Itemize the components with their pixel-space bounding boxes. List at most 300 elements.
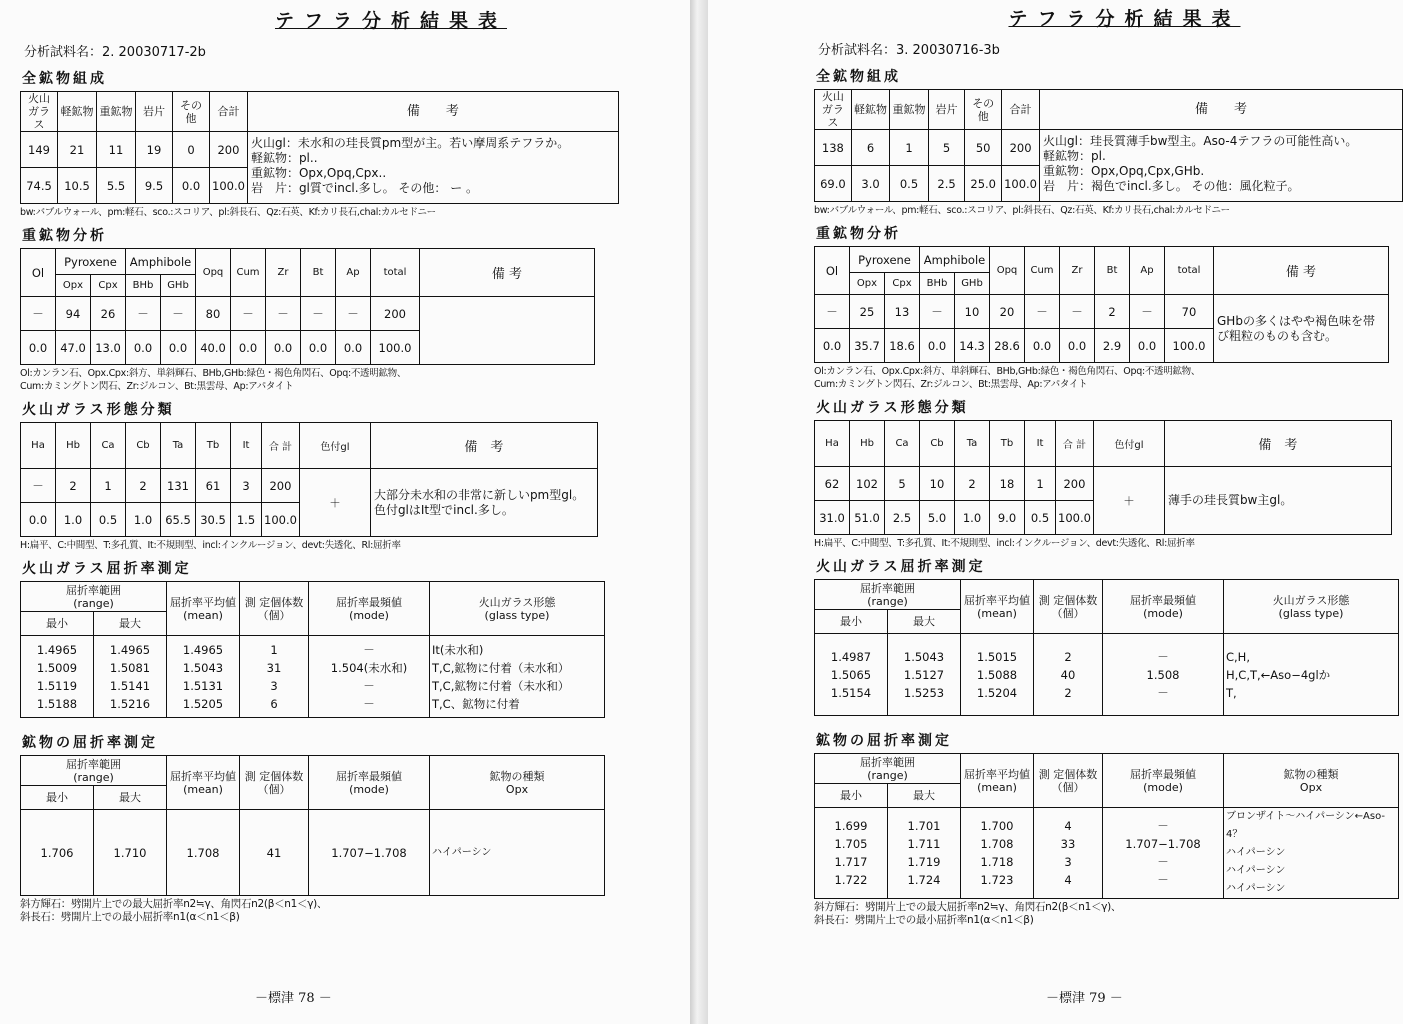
list-value: 1.722 <box>834 873 868 887</box>
table-cell: 1.0 <box>126 503 161 537</box>
table-cell: － <box>21 297 56 331</box>
list-value: 1.705 <box>834 837 868 851</box>
table-cell: 94 <box>56 297 91 331</box>
col-count: 測 定個体数（個） <box>240 756 309 810</box>
col-remarks: 備 考 <box>1214 247 1389 295</box>
col-cpx: Cpx <box>91 275 126 297</box>
list-value: 3 <box>270 678 278 693</box>
glass-morphology-table <box>20 422 598 537</box>
col-glass-type: 火山ガラス形態 (glass type) <box>430 582 605 636</box>
mri-max-cell <box>94 810 167 896</box>
col-amphibole: Amphibole <box>126 249 196 275</box>
col-bt: Bt <box>1095 247 1130 295</box>
table-cell: 62 <box>815 467 850 501</box>
col-total: 合 計 <box>1056 421 1094 467</box>
note-line: 色付glはIt型でincl.多し。 <box>373 502 514 517</box>
table-cell: 0.0 <box>173 168 210 204</box>
footnote-line: Ol:カンラン石、Opx.Cpx:斜方、単斜輝石、BHb,GHb:緑色・褐色角閃石、Opq:不透明鉱物、 <box>20 368 407 379</box>
col-opx: Opx <box>850 273 885 295</box>
list-value: 1.5088 <box>976 667 1018 682</box>
table-cell: 5.0 <box>920 501 955 535</box>
ri-mode-cell <box>1103 634 1224 716</box>
col-range: 屈折率範囲 (range) <box>21 582 167 612</box>
table-cell: 2.5 <box>928 166 965 202</box>
col-cum: Cum <box>1025 247 1060 295</box>
heavy-notes: GHbの多くはやや褐色味を帯び粗粒のものも含む。 <box>1214 295 1389 363</box>
col-mode: 屈折率最頻値 (mode) <box>309 582 430 636</box>
sample-name: 分析試料名：2. 20030717-2b <box>24 45 206 60</box>
heavy-mineral-table <box>814 246 1389 363</box>
col-rock-fragments: 岩片 <box>928 90 965 130</box>
list-value: 1.706 <box>40 845 74 860</box>
list-value: 1 <box>270 642 278 657</box>
table-cell: 10 <box>955 295 990 329</box>
list-value: 1.4965 <box>36 642 78 657</box>
mineral-ri-table <box>20 755 605 896</box>
col-glass-type: 火山ガラス形態 (glass type) <box>1224 580 1399 634</box>
mri-mean-cell <box>961 808 1034 899</box>
list-value: － <box>363 642 375 657</box>
list-value: 40 <box>1060 667 1076 682</box>
col-hb: Hb <box>850 421 885 467</box>
col-heavy-minerals: 重鉱物 <box>890 90 928 130</box>
list-value: 1.5204 <box>976 685 1018 700</box>
col-max: 最大 <box>94 612 167 636</box>
ri-type-cell <box>430 636 605 718</box>
ri-max-cell <box>888 634 961 716</box>
col-pyroxene: Pyroxene <box>850 247 920 273</box>
table-cell: 28.6 <box>990 329 1025 363</box>
col-total: total <box>1165 247 1214 295</box>
glass-ri-table <box>814 579 1399 716</box>
footnote-line: 斜長石：劈開片上での最小屈折率n1(α＜n1＜β) <box>20 911 240 923</box>
table-cell: 69.0 <box>815 166 852 202</box>
col-volcanic-glass: 火山ガラス <box>815 90 852 130</box>
table-cell: 0.5 <box>1025 501 1056 535</box>
col-it: It <box>1025 421 1056 467</box>
col-remarks: 備 考 <box>370 423 597 469</box>
footnote-line: 斜長石：劈開片上での最小屈折率n1(α＜n1＜β) <box>814 914 1034 926</box>
section-glass-refractive-index: 火山ガラス屈折率測定 <box>816 559 986 575</box>
list-value: 1.5081 <box>109 660 151 675</box>
list-value: 1.5141 <box>109 678 151 693</box>
table-cell: 10 <box>920 467 955 501</box>
table-cell: 1 <box>91 469 126 503</box>
col-count: 測 定個体数（個） <box>240 582 309 636</box>
col-other: その他 <box>173 92 210 132</box>
table-cell: 25.0 <box>965 166 1002 202</box>
col-cb: Cb <box>126 423 161 469</box>
col-opq: Opq <box>990 247 1025 295</box>
table-cell: － <box>161 297 196 331</box>
ri-mean-cell <box>167 636 240 718</box>
col-mineral-type: 鉱物の種類 Opx <box>430 756 605 810</box>
list-value: 1.723 <box>980 873 1014 887</box>
table-cell: 0.0 <box>920 329 955 363</box>
heavy-notes <box>420 297 595 365</box>
col-mode: 屈折率最頻値 (mode) <box>1103 754 1224 808</box>
col-range: 屈折率範囲 (range) <box>815 754 961 784</box>
footnote-line: Cum:カミングトン閃石、Zr:ジルコン、Bt:黒雲母、Ap:アパタイト <box>814 379 1088 390</box>
col-cum: Cum <box>231 249 266 297</box>
note-line: 重鉱物：Opx,Opq,Cpx,GHb. <box>1043 164 1205 178</box>
list-value: － <box>1157 685 1169 700</box>
ri-mode-cell <box>309 636 430 718</box>
list-value: 4 <box>1064 873 1072 887</box>
table-cell: 1 <box>1025 467 1056 501</box>
table-cell: 74.5 <box>21 168 58 204</box>
list-value: 1.5188 <box>36 696 78 711</box>
table-cell: － <box>301 297 336 331</box>
table-cell: 20 <box>990 295 1025 329</box>
footnote-ri <box>814 901 1403 927</box>
list-value: 1.700 <box>980 819 1014 833</box>
col-tb: Tb <box>990 421 1025 467</box>
colored-glass-mark: ＋ <box>299 469 370 537</box>
list-value: T,C,鉱物に付着（未水和） <box>432 678 570 693</box>
col-light-minerals: 軽鉱物 <box>851 90 889 130</box>
footnote-glass: H:扁平、C:中間型、T:多孔質、It:不規則型、incl:インクルージョン、devt:失透化、Rl:屈折率 <box>814 538 1195 549</box>
table-cell: 100.0 <box>1165 329 1214 363</box>
col-ol: Ol <box>815 247 850 295</box>
col-ca: Ca <box>91 423 126 469</box>
list-value: ハイパーシン <box>1226 883 1286 894</box>
col-ghb: GHb <box>955 273 990 295</box>
footnote-line: Ol:カンラン石、Opx.Cpx:斜方、単斜輝石、BHb,GHb:緑色・褐色角閃石、Opq:不透明鉱物、 <box>814 366 1201 377</box>
table-cell: 2 <box>955 467 990 501</box>
col-ta: Ta <box>161 423 196 469</box>
table-cell: 0.0 <box>1025 329 1060 363</box>
section-glass-morphology: 火山ガラス形態分類 <box>816 400 969 416</box>
table-cell: 65.5 <box>161 503 196 537</box>
heavy-counts-row <box>815 295 1389 329</box>
mri-mode-cell <box>309 810 430 896</box>
col-zr: Zr <box>266 249 301 297</box>
col-amphibole: Amphibole <box>920 247 990 273</box>
table-cell: 200 <box>1056 467 1094 501</box>
table-cell: 18 <box>990 467 1025 501</box>
table-cell: 11 <box>97 132 136 168</box>
col-range: 屈折率範囲 (range) <box>815 580 961 610</box>
list-value: ハイパーシン <box>1226 865 1286 876</box>
col-ol: Ol <box>21 249 56 297</box>
note-line: 重鉱物：Opx,Opq,Cpx.. <box>250 166 387 180</box>
mri-min-cell <box>815 808 888 899</box>
page-number: －標津 79 － <box>1046 991 1123 1006</box>
table-cell: 200 <box>210 132 248 168</box>
footnote-ri <box>20 898 690 924</box>
col-min: 最小 <box>815 610 888 634</box>
col-ap: Ap <box>1130 247 1165 295</box>
glass-morphology-table <box>814 420 1392 535</box>
col-remarks: 備 考 <box>1040 90 1403 130</box>
note-line: 岩 片：gl質でincl.多し。 その他： ー 。 <box>250 181 479 195</box>
col-bhb: BHb <box>920 273 955 295</box>
mri-type-cell <box>430 810 605 896</box>
col-other: その他 <box>965 90 1002 130</box>
table-cell: 0.0 <box>126 331 161 365</box>
col-hb: Hb <box>56 423 91 469</box>
table-cell: － <box>1025 295 1060 329</box>
mri-count-cell <box>240 810 309 896</box>
col-volcanic-glass: 火山ガラス <box>21 92 58 132</box>
list-value: 33 <box>1060 837 1076 851</box>
ri-count-cell <box>1034 634 1103 716</box>
col-mineral-type: 鉱物の種類 Opx <box>1224 754 1399 808</box>
ri-type-cell <box>1224 634 1399 716</box>
section-heavy-minerals: 重鉱物分析 <box>816 226 901 242</box>
glass-notes <box>370 469 597 537</box>
col-mean: 屈折率平均値 (mean) <box>961 754 1034 808</box>
page-gutter <box>690 0 708 1024</box>
list-value: 1.504(未水和) <box>330 660 408 675</box>
table-cell: 1 <box>890 130 928 166</box>
mineral-composition-table <box>20 91 619 204</box>
note-line: 火山gl：未水和の珪長質pm型が主。若い摩周系テフラか。 <box>250 136 570 150</box>
col-heavy-minerals: 重鉱物 <box>97 92 136 132</box>
table-cell: 200 <box>1002 130 1040 166</box>
note-line: 軽鉱物：pl.. <box>250 151 318 165</box>
table-cell: － <box>336 297 371 331</box>
mri-type-cell <box>1224 808 1399 899</box>
col-ghb: GHb <box>161 275 196 297</box>
table-cell: 0.0 <box>1060 329 1095 363</box>
col-mode: 屈折率最頻値 (mode) <box>309 756 430 810</box>
table-cell: － <box>815 295 850 329</box>
col-ha: Ha <box>21 423 56 469</box>
section-mineral-composition: 全鉱物組成 <box>22 71 107 87</box>
col-zr: Zr <box>1060 247 1095 295</box>
mri-mode-cell <box>1103 808 1224 899</box>
col-tb: Tb <box>196 423 231 469</box>
table-cell: 40.0 <box>196 331 231 365</box>
table-cell: 200 <box>371 297 420 331</box>
list-value: 1.5043 <box>903 649 945 664</box>
list-value: 1.5127 <box>903 667 945 682</box>
table-cell: 0.0 <box>815 329 850 363</box>
list-value: 1.717 <box>834 855 868 869</box>
page-title: テフラ分析結果表 <box>1008 8 1241 30</box>
col-light-minerals: 軽鉱物 <box>58 92 97 132</box>
list-value: 6 <box>270 696 278 711</box>
mineral-notes <box>247 132 618 204</box>
col-count: 測 定個体数（個） <box>1034 754 1103 808</box>
footnote-line: 斜方輝石：劈開片上での最大屈折率n2≒γ、角閃石n2(β＜n1＜γ)、 <box>20 898 328 910</box>
table-cell: 100.0 <box>1002 166 1040 202</box>
col-mean: 屈折率平均値 (mean) <box>167 582 240 636</box>
table-cell: 100.0 <box>371 331 420 365</box>
table-cell: 50 <box>965 130 1002 166</box>
table-cell: 0.0 <box>21 331 56 365</box>
col-range: 屈折率範囲 (range) <box>21 756 167 786</box>
list-value: 1.5154 <box>830 685 872 700</box>
list-value: 1.4965 <box>109 642 151 657</box>
list-value: 1.708 <box>980 837 1014 851</box>
table-cell: 31.0 <box>815 501 850 535</box>
mri-min-cell <box>21 810 94 896</box>
table-cell: 1.0 <box>955 501 990 535</box>
list-value: － <box>1157 819 1169 833</box>
table-cell: 13.0 <box>91 331 126 365</box>
table-cell: 25 <box>850 295 885 329</box>
list-value: 1.5065 <box>830 667 872 682</box>
list-value: 1.4965 <box>182 642 224 657</box>
list-value: 1.708 <box>186 845 220 860</box>
right-page <box>708 0 1403 1024</box>
table-cell: 100.0 <box>262 503 300 537</box>
section-mineral-composition: 全鉱物組成 <box>816 69 901 85</box>
section-heavy-minerals: 重鉱物分析 <box>22 228 107 244</box>
col-ta: Ta <box>955 421 990 467</box>
col-ap: Ap <box>336 249 371 297</box>
section-glass-refractive-index: 火山ガラス屈折率測定 <box>22 561 192 577</box>
list-value: 31 <box>266 660 282 675</box>
col-opq: Opq <box>196 249 231 297</box>
table-cell: 1.0 <box>56 503 91 537</box>
table-cell: 2 <box>56 469 91 503</box>
table-cell: － <box>126 297 161 331</box>
table-cell: 0.0 <box>231 331 266 365</box>
mineral-composition-table <box>814 89 1403 202</box>
list-value: 1.710 <box>113 845 147 860</box>
col-total: 合 計 <box>262 423 300 469</box>
section-mineral-refractive-index: 鉱物の屈折率測定 <box>22 735 158 751</box>
col-pyroxene: Pyroxene <box>56 249 126 275</box>
heavy-counts-row <box>21 297 595 331</box>
col-remarks: 備 考 <box>1164 421 1391 467</box>
footnote-line: Cum:カミングトン閃石、Zr:ジルコン、Bt:黒雲母、Ap:アパタイト <box>20 381 294 392</box>
table-cell: 102 <box>850 467 885 501</box>
list-value: 41 <box>266 845 282 860</box>
ri-min-cell <box>815 634 888 716</box>
table-cell: 9.0 <box>990 501 1025 535</box>
glass-notes <box>1164 467 1391 535</box>
table-cell: 70 <box>1165 295 1214 329</box>
list-value: － <box>1157 649 1169 664</box>
list-value: 1.5015 <box>976 649 1018 664</box>
table-cell: － <box>1130 295 1165 329</box>
col-mean: 屈折率平均値 (mean) <box>961 580 1034 634</box>
list-value: It(未水和) <box>432 642 484 657</box>
table-cell: 1.5 <box>231 503 262 537</box>
table-cell: 2 <box>126 469 161 503</box>
col-count: 測 定個体数（個） <box>1034 580 1103 634</box>
table-cell: 100.0 <box>210 168 248 204</box>
table-cell: 131 <box>161 469 196 503</box>
table-cell: 51.0 <box>850 501 885 535</box>
col-mode: 屈折率最頻値 (mode) <box>1103 580 1224 634</box>
table-cell: 47.0 <box>56 331 91 365</box>
table-cell: 2.5 <box>885 501 920 535</box>
mri-mean-cell <box>167 810 240 896</box>
table-cell: 6 <box>851 130 889 166</box>
list-value: 1.707−1.708 <box>1125 837 1201 851</box>
list-value: 2 <box>1064 649 1072 664</box>
col-remarks: 備 考 <box>247 92 618 132</box>
table-cell: 149 <box>21 132 58 168</box>
table-cell: 21 <box>58 132 97 168</box>
table-cell: － <box>231 297 266 331</box>
mri-max-cell <box>888 808 961 899</box>
col-colored-glass: 色付gl <box>299 423 370 469</box>
list-value: 1.5009 <box>36 660 78 675</box>
list-value: T,C,鉱物に付着（未水和） <box>432 660 570 675</box>
col-opx: Opx <box>56 275 91 297</box>
note-line: 岩 片：褐色でincl.多し。 その他：風化粒子。 <box>1043 179 1300 193</box>
footnote-heavy <box>814 365 1403 391</box>
table-cell: 18.6 <box>885 329 920 363</box>
col-cpx: Cpx <box>885 273 920 295</box>
list-value: － <box>1157 855 1169 869</box>
table-cell: 13 <box>885 295 920 329</box>
table-cell: 5.5 <box>97 168 136 204</box>
table-cell: 0.0 <box>266 331 301 365</box>
note-line: 大部分未水和の非常に新しいpm型gl。 <box>373 487 585 502</box>
list-value: 3 <box>1064 855 1072 869</box>
list-value: － <box>363 696 375 711</box>
page-number: －標津 78 － <box>255 991 332 1006</box>
col-max: 最大 <box>888 610 961 634</box>
list-value: 1.4987 <box>830 649 872 664</box>
table-cell: 0.0 <box>161 331 196 365</box>
list-value: 1.724 <box>907 873 941 887</box>
table-cell: － <box>920 295 955 329</box>
table-cell: 35.7 <box>850 329 885 363</box>
left-page <box>0 0 690 1024</box>
note-line: 火山gl：珪長質薄手bw型主。Aso-4テフラの可能性高い。 <box>1043 134 1358 148</box>
list-value: 1.5216 <box>109 696 151 711</box>
table-cell: 0.0 <box>1130 329 1165 363</box>
table-cell: 0 <box>173 132 210 168</box>
table-cell: 10.5 <box>58 168 97 204</box>
col-total: total <box>371 249 420 297</box>
heavy-mineral-table <box>20 248 595 365</box>
sample-name: 分析試料名：3. 20030716-3b <box>818 43 1000 58</box>
col-ca: Ca <box>885 421 920 467</box>
section-mineral-refractive-index: 鉱物の屈折率測定 <box>816 733 952 749</box>
col-max: 最大 <box>94 786 167 810</box>
note-line: 薄手の珪長質bw主gl。 <box>1167 493 1293 507</box>
table-cell: － <box>1060 295 1095 329</box>
footnote-abbrev: bw:バブルウォール、pm:軽石、sco.:スコリア、pl:斜長石、Qz:石英、Kf:カリ長石,chal:カルセドニー <box>814 205 1230 216</box>
glass-ri-table <box>20 581 605 718</box>
list-value: C,H, <box>1226 649 1250 664</box>
list-value: 2 <box>1064 685 1072 700</box>
note-line: 軽鉱物：pl. <box>1043 149 1106 163</box>
table-cell: 19 <box>136 132 173 168</box>
list-value: ハイパーシン <box>432 846 492 858</box>
list-value: 1.707−1.708 <box>331 845 407 860</box>
table-cell: 2 <box>1095 295 1130 329</box>
list-value: 1.5253 <box>903 685 945 700</box>
list-value: T,C、鉱物に付着 <box>432 696 520 711</box>
col-rock-fragments: 岩片 <box>136 92 173 132</box>
list-value: ハイパーシン <box>1226 847 1286 858</box>
list-value: 1.718 <box>980 855 1014 869</box>
ri-count-cell <box>240 636 309 718</box>
table-cell: 80 <box>196 297 231 331</box>
table-cell: 0.5 <box>890 166 928 202</box>
table-cell: 61 <box>196 469 231 503</box>
footnote-line: 斜方輝石：劈開片上での最大屈折率n2≒γ、角閃石n2(β＜n1＜γ)、 <box>814 901 1122 913</box>
list-value: H,C,T,←Aso−4glか <box>1226 667 1331 682</box>
list-value: 1.5131 <box>182 678 224 693</box>
col-colored-glass: 色付gl <box>1093 421 1164 467</box>
list-value: 1.699 <box>834 819 868 833</box>
col-mean: 屈折率平均値 (mean) <box>167 756 240 810</box>
table-cell: 0.0 <box>301 331 336 365</box>
table-cell: 0.5 <box>91 503 126 537</box>
